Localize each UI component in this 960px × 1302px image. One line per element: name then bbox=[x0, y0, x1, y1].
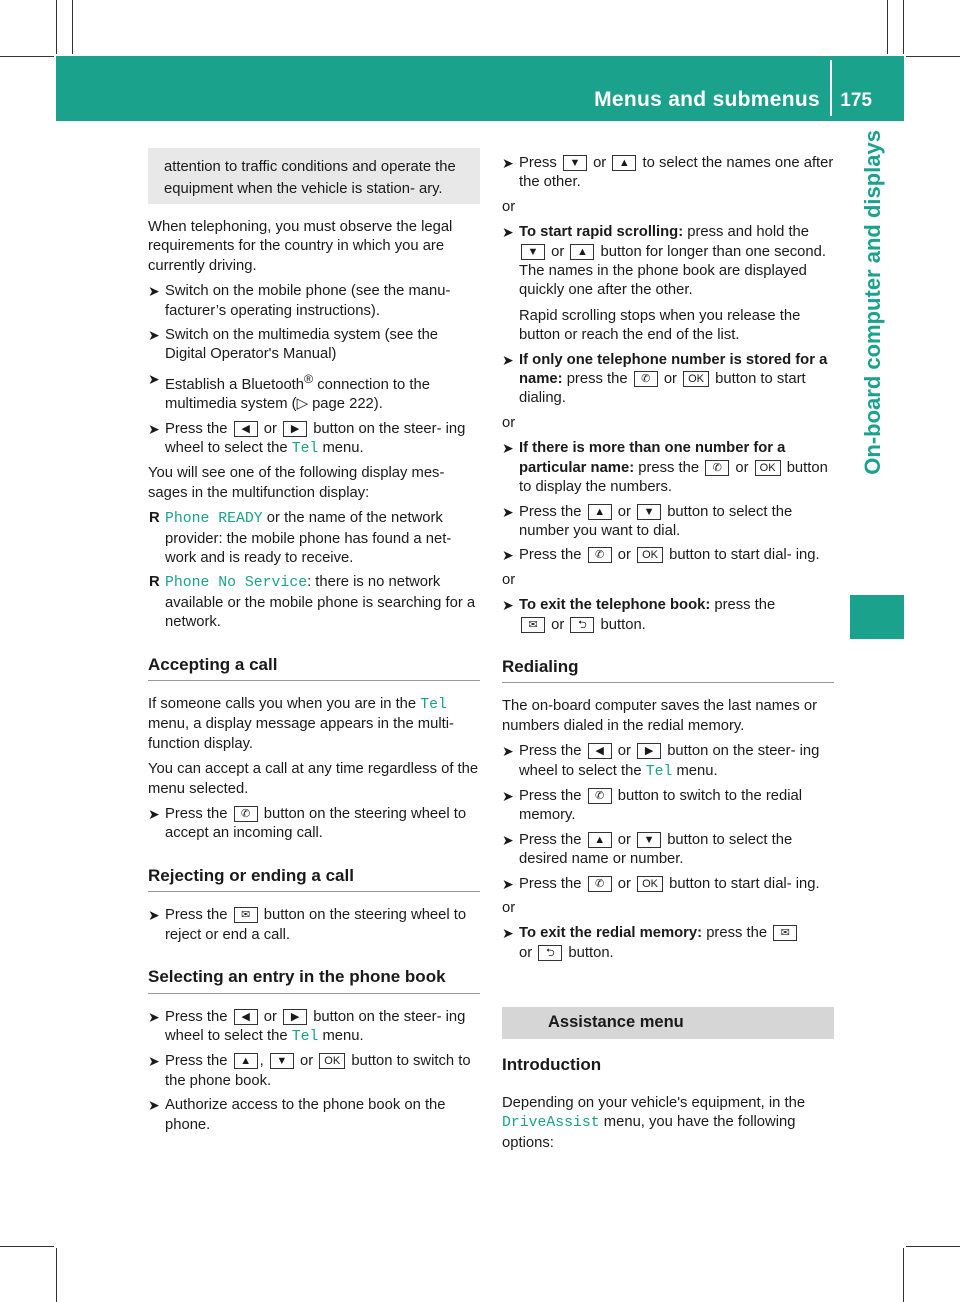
arrow-icon: ➤ bbox=[148, 420, 160, 437]
ok-key-icon: OK bbox=[637, 876, 663, 892]
section-heading: Accepting a call bbox=[148, 655, 480, 681]
arrow-icon: ➤ bbox=[148, 907, 160, 924]
left-key-icon: ◀ bbox=[234, 1009, 258, 1025]
step: ➤ To start rapid scrolling: press and hold the ▼ or ▲ button for longer than one second. The names in the phone book are displayed quickly one after the other. Rapid scrolling stops when you release the button or reach the end of the list. bbox=[502, 224, 826, 344]
step: ➤ Press the ✆ or OK button to start dial- ing. bbox=[502, 546, 834, 565]
back-key-icon: ⮌ bbox=[570, 617, 594, 633]
ok-key-icon: OK bbox=[319, 1053, 345, 1069]
arrow-icon: ➤ bbox=[148, 1053, 160, 1070]
right-key-icon: ▶ bbox=[637, 743, 661, 759]
step: ➤ Authorize access to the phone book on the phone. bbox=[148, 1097, 446, 1133]
crop-mark bbox=[72, 0, 73, 54]
crop-mark bbox=[903, 0, 904, 54]
step: ➤ Press the ◀ or ▶ button on the steer- ing wheel to select the Tel menu. bbox=[148, 1008, 466, 1045]
step: ➤ Press the ✆ button on the steering wheel to accept an incoming call. bbox=[148, 806, 467, 842]
header-title: Menus and submenus bbox=[594, 88, 820, 111]
section-heading: Redialing bbox=[502, 657, 834, 683]
arrow-icon: ➤ bbox=[502, 875, 514, 892]
down-key-icon: ▼ bbox=[270, 1053, 294, 1069]
section-heading: Selecting an entry in the phone book bbox=[148, 967, 480, 993]
crop-mark bbox=[0, 1246, 54, 1247]
down-key-icon: ▼ bbox=[563, 155, 587, 171]
paragraph: You can accept a call at any time regardless of the menu selected. bbox=[148, 761, 479, 797]
step: ➤ To exit the redial memory: press the ✉ or ⮌ button. bbox=[502, 924, 834, 963]
down-key-icon: ▼ bbox=[521, 244, 545, 260]
crop-mark bbox=[887, 0, 888, 54]
or-text: or bbox=[502, 414, 516, 431]
paragraph: The on-board computer saves the last names or numbers dialed in the redial memory. bbox=[502, 698, 818, 734]
right-key-icon: ▶ bbox=[283, 421, 307, 437]
bullet: R Phone No Service: there is no network available or the mobile phone is searching for a network. bbox=[149, 574, 476, 631]
bullet: R Phone READY or the name of the network provider: the mobile phone has found a net- work and is ready to receive. bbox=[149, 510, 452, 567]
step: ➤ Press the ▲ or ▼ button to select the number you want to dial. bbox=[502, 503, 793, 539]
ok-key-icon: OK bbox=[683, 371, 709, 387]
section-banner: Assistance menu bbox=[502, 1007, 834, 1038]
or-text: or bbox=[502, 900, 516, 916]
step: ➤ Press the ◀ or ▶ button on the steer- ing wheel to select the Tel menu. bbox=[148, 420, 466, 457]
crop-mark bbox=[56, 0, 57, 54]
crop-mark bbox=[906, 56, 960, 57]
or-text: or bbox=[502, 571, 516, 588]
ok-key-icon: OK bbox=[755, 460, 781, 476]
up-key-icon: ▲ bbox=[612, 155, 636, 171]
phone-on-icon: ✆ bbox=[634, 371, 658, 387]
arrow-icon: ➤ bbox=[148, 1097, 160, 1114]
paragraph: Depending on your vehicle's equipment, in the DriveAssist menu, you have the following options: bbox=[502, 1095, 806, 1151]
paragraph: If someone calls you when you are in the Tel menu, a display message appears in the multi- function display. bbox=[148, 696, 454, 752]
down-key-icon: ▼ bbox=[637, 504, 661, 520]
left-column bbox=[148, 148, 480, 1140]
left-key-icon: ◀ bbox=[234, 421, 258, 437]
paragraph: When telephoning, you must observe the legal requirements for the country in which you are currently driving. bbox=[148, 219, 453, 274]
arrow-icon: ➤ bbox=[148, 370, 160, 387]
step: ➤ If only one telephone number is stored for a name: press the ✆ or OK button to start dialing. bbox=[502, 351, 828, 407]
paragraph: You will see one of the following display mes- sages in the multifunction display: bbox=[148, 465, 445, 501]
up-key-icon: ▲ bbox=[570, 244, 594, 260]
left-key-icon: ◀ bbox=[588, 743, 612, 759]
phone-off-icon: ✉ bbox=[234, 907, 258, 923]
arrow-icon: ➤ bbox=[502, 925, 514, 942]
arrow-icon: ➤ bbox=[502, 440, 514, 457]
side-tab-marker bbox=[850, 595, 904, 639]
phone-off-icon: ✉ bbox=[773, 925, 797, 941]
phone-on-icon: ✆ bbox=[234, 806, 258, 822]
arrow-icon: ➤ bbox=[502, 155, 514, 171]
step: ➤ Press the ▲ or ▼ button to select the desired name or number. bbox=[502, 831, 793, 868]
phone-on-icon: ✆ bbox=[588, 876, 612, 892]
arrow-icon: ➤ bbox=[148, 1008, 160, 1025]
section-heading: Introduction bbox=[502, 1054, 602, 1074]
crop-mark bbox=[0, 56, 54, 57]
right-column bbox=[502, 154, 834, 1159]
section-heading: Rejecting or ending a call bbox=[148, 866, 480, 892]
phone-on-icon: ✆ bbox=[588, 788, 612, 804]
step: ➤ Press the ✆ or OK button to start dial- ing. bbox=[502, 875, 834, 894]
phone-off-icon: ✉ bbox=[521, 617, 545, 633]
step: ➤ Switch on the multimedia system (see the Digital Operator's Manual) bbox=[148, 327, 439, 363]
or-text: or bbox=[502, 198, 516, 215]
right-key-icon: ▶ bbox=[283, 1009, 307, 1025]
arrow-icon: ➤ bbox=[148, 806, 160, 823]
crop-mark bbox=[56, 1248, 57, 1302]
page-header bbox=[56, 56, 904, 121]
side-tab bbox=[850, 120, 904, 590]
step: ➤ To exit the telephone book: press the ✉ or ⮌ button. bbox=[502, 597, 776, 633]
up-key-icon: ▲ bbox=[588, 504, 612, 520]
down-key-icon: ▼ bbox=[637, 832, 661, 848]
step: ➤ Press ▼ or ▲ to select the names one after the other. bbox=[502, 155, 834, 191]
arrow-icon: ➤ bbox=[148, 283, 160, 300]
arrow-icon: ➤ bbox=[502, 224, 514, 241]
arrow-icon: ➤ bbox=[502, 597, 514, 614]
step: ➤ Press the ◀ or ▶ button on the steer- ing wheel to select the Tel menu. bbox=[502, 743, 820, 780]
arrow-icon: ➤ bbox=[502, 831, 514, 848]
ok-key-icon: OK bbox=[637, 547, 663, 563]
phone-on-icon: ✆ bbox=[705, 460, 729, 476]
phone-on-icon: ✆ bbox=[588, 547, 612, 563]
step: ➤ If there is more than one number for a particular name: press the ✆ or OK button to display the numbers. bbox=[502, 440, 828, 496]
page-number: 175 bbox=[840, 90, 872, 111]
step: ➤ Establish a Bluetooth® connection to the multimedia system (▷ page 222). bbox=[148, 370, 430, 413]
page-ref-icon: ▷ bbox=[296, 396, 308, 413]
crop-mark bbox=[906, 1246, 960, 1247]
arrow-icon: ➤ bbox=[148, 327, 160, 344]
arrow-icon: ➤ bbox=[502, 503, 514, 520]
arrow-icon: ➤ bbox=[502, 351, 514, 368]
step: ➤ Switch on the mobile phone (see the manu- facturer’s operating instructions). bbox=[148, 283, 451, 319]
up-key-icon: ▲ bbox=[234, 1053, 258, 1069]
step: ➤ Press the ✆ button to switch to the redial memory. bbox=[502, 787, 803, 824]
header-divider bbox=[830, 60, 832, 116]
up-key-icon: ▲ bbox=[588, 832, 612, 848]
back-key-icon: ⮌ bbox=[538, 945, 562, 961]
arrow-icon: ➤ bbox=[502, 743, 514, 760]
step: ➤ Press the ▲ , ▼ or OK button to switch to the phone book. bbox=[148, 1053, 471, 1089]
arrow-icon: ➤ bbox=[502, 547, 514, 564]
warning-box: attention to traffic conditions and operate the equipment when the vehicle is station- ary. bbox=[148, 148, 480, 204]
step: ➤ Press the ✉ button on the steering wheel to reject or end a call. bbox=[148, 907, 467, 943]
arrow-icon: ➤ bbox=[502, 787, 514, 804]
side-tab-label: On-board computer and displays bbox=[860, 130, 885, 475]
crop-mark bbox=[903, 1248, 904, 1302]
